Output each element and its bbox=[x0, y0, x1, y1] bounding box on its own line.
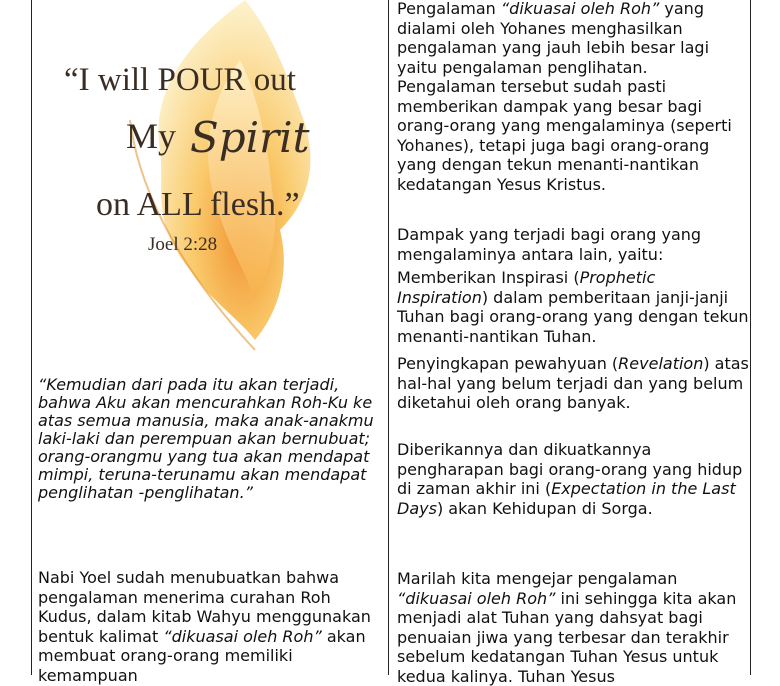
p5-italic: Expectation in the Last Days bbox=[397, 479, 736, 518]
p4-italic: Revelation bbox=[618, 354, 704, 373]
column-divider-line bbox=[388, 0, 389, 675]
right-paragraph-5 bbox=[397, 440, 751, 518]
p4-text-a: Penyingkapan pewahyuan ( bbox=[397, 354, 619, 373]
image-quote-line2a: My bbox=[126, 116, 177, 156]
image-quote-line2b: Spirit bbox=[190, 113, 310, 162]
p6-text-a: Marilah kita mengejar pengalaman bbox=[397, 569, 678, 588]
p4-text-b: ) atas hal-hal yang belum terjadi dan yang belum diketahui oleh orang banyak. bbox=[397, 354, 749, 412]
right-paragraph-6 bbox=[397, 569, 751, 686]
p1-text-a: Pengalaman bbox=[397, 0, 501, 18]
p5-text-b: ) akan Kehidupan di Sorga. bbox=[436, 498, 653, 518]
p3-text-a: Memberikan Inspirasi ( bbox=[397, 268, 580, 287]
joel-flame-illustration bbox=[40, 0, 376, 362]
left-para-italic: “dikuasai oleh Roh” bbox=[163, 626, 322, 646]
image-quote-line1: “I will POUR out bbox=[64, 62, 296, 98]
right-paragraph-3 bbox=[397, 268, 751, 346]
image-reference: Joel 2:28 bbox=[148, 234, 218, 255]
p3-text-b: ) dalam pemberitaan janji-janji Tuhan bagi orang-orang yang dengan tekun menanti-nantikan Tuhan. bbox=[397, 287, 749, 346]
p6-italic: “dikuasai oleh Roh” bbox=[397, 588, 556, 608]
image-quote-line3: on ALL flesh.” bbox=[96, 186, 300, 223]
left-para-start: Nabi Yoel sudah menubuatkan bahwa pengalaman menerima curahan Roh Kudus, dalam kitab Wahyu menggunakan bentuk kalimat bbox=[38, 568, 371, 646]
right-paragraph-1 bbox=[397, 0, 751, 194]
p5-text-a: Diberikannya dan dikuatkannya pengharapan bagi orang-orang yang hidup di zaman akhir ini ( bbox=[397, 440, 743, 498]
p6-text-b: ini sehingga kita akan menjadi alat Tuhan yang dahsyat bagi penuaian jiwa yang terbesar dan terakhir sebelum kedatangan Tuhan Yesus untuk kedua kalinya. Tuhan Yesus bbox=[397, 588, 737, 686]
joel-quote-text: “Kemudian dari pada itu akan terjadi, bahwa Aku akan mencurahkan Roh-Ku ke atas semua manusia, maka anak-anakmu laki-laki dan perempuan akan bernubuat; orang-orangmu yang tua akan mendapat mimpi, teruna-terunamu akan mendapat penglihatan -penglihatan.” bbox=[38, 375, 374, 502]
p3-italic: Prophetic Inspiration bbox=[397, 268, 656, 307]
right-paragraph-2: Dampak yang terjadi bagi orang yang mengalaminya antara lain, yaitu: bbox=[397, 225, 702, 264]
left-para-end: akan membuat orang-orang memiliki kemampuan bbox=[38, 626, 366, 685]
left-border-line bbox=[31, 0, 32, 675]
right-paragraph-4 bbox=[397, 354, 751, 413]
left-paragraph bbox=[38, 568, 380, 685]
p1-italic: “dikuasai oleh Roh” bbox=[500, 0, 660, 18]
p1-text-b: yang dialami oleh Yohanes menghasilkan pengalaman yang jauh lebih besar lagi yaitu pengalaman penglihatan. Pengalaman tersebut sudah pasti memberikan dampak yang besar bagi orang-orang yang mengalaminya (seperti Yohanes), tetapi juga bagi orang-orang yang dengan tekun menanti-nantikan kedatangan Yesus Kristus. bbox=[397, 0, 732, 194]
flame-graphic bbox=[40, 0, 376, 362]
